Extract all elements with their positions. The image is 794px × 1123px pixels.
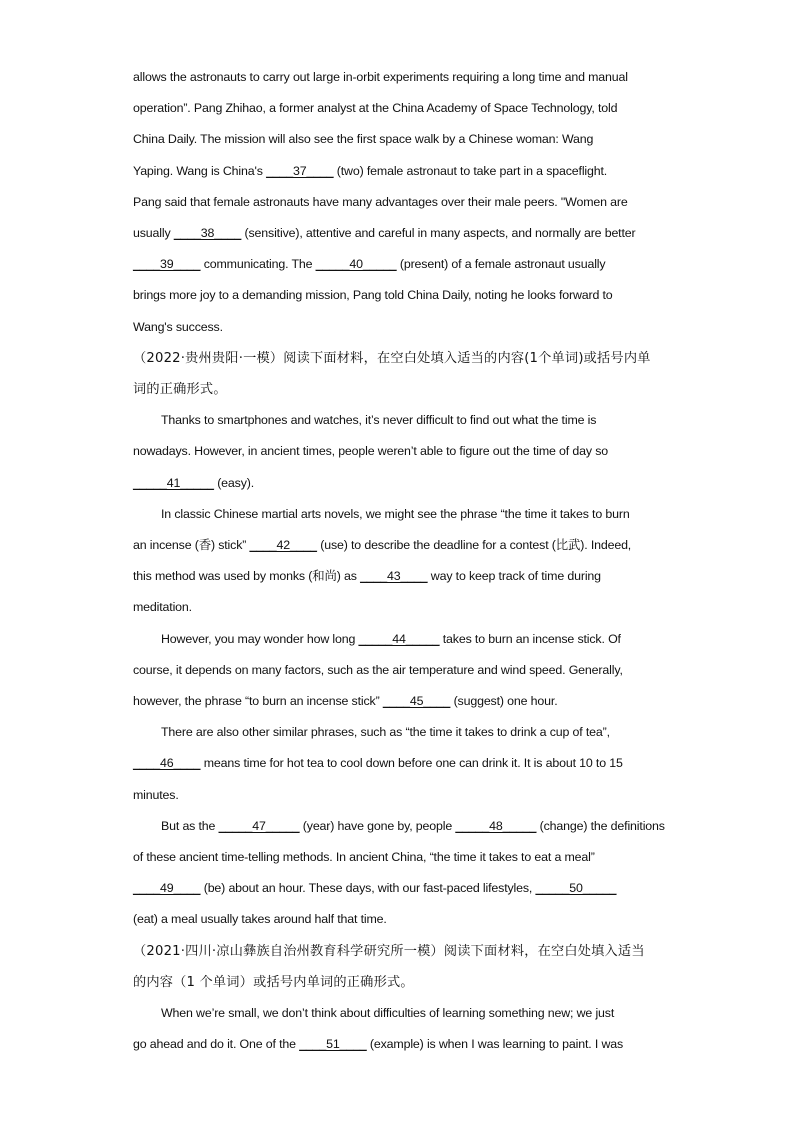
text-fragment: But as the bbox=[161, 818, 219, 833]
text-line: There are also other similar phrases, such as “the time it takes to drink a cup of tea”, bbox=[161, 725, 610, 740]
text-line bbox=[133, 156, 661, 187]
text-line bbox=[133, 218, 661, 249]
text-line bbox=[133, 1029, 661, 1060]
passage-space-mission bbox=[133, 62, 661, 343]
text-line: Wang's success. bbox=[133, 319, 223, 334]
blank-37: ____37____ bbox=[266, 163, 334, 178]
text-fragment: however, the phrase “to burn an incense stick” bbox=[133, 694, 383, 709]
text-fragment: (be) about an hour. These days, with our fast-paced lifestyles, bbox=[200, 881, 536, 896]
text-fragment: takes to burn an incense stick. Of bbox=[439, 631, 621, 646]
blank-43: ____43____ bbox=[360, 569, 428, 584]
heading-line: （2021·四川·凉山彝族自治州教育科学研究所一模）阅读下面材料，在空白处填入适当 bbox=[133, 943, 645, 959]
text-line: minutes. bbox=[133, 787, 179, 802]
text-line bbox=[133, 249, 661, 280]
text-line: Thanks to smartphones and watches, it’s never difficult to find out what the time is bbox=[161, 413, 597, 428]
blank-44: _____44_____ bbox=[358, 631, 440, 646]
text-line: meditation. bbox=[133, 600, 192, 615]
blank-39: ____39____ bbox=[133, 257, 201, 272]
text-fragment: (example) is when I was learning to paint. I was bbox=[366, 1037, 624, 1052]
text-fragment: communicating. The bbox=[200, 257, 316, 272]
blank-46: ____46____ bbox=[133, 756, 201, 771]
text-line bbox=[133, 561, 661, 592]
text-line: nowadays. However, in ancient times, people weren’t able to figure out the time of day so bbox=[133, 444, 608, 459]
text-line bbox=[133, 530, 661, 561]
text-fragment: (easy). bbox=[213, 475, 255, 490]
document-page bbox=[133, 62, 665, 1061]
text-fragment: (change) the definitions bbox=[536, 818, 665, 833]
text-line: When we’re small, we don’t think about difficulties of learning something new; we just bbox=[161, 1006, 615, 1021]
blank-42: ____42____ bbox=[249, 538, 317, 553]
text-line bbox=[133, 686, 661, 717]
text-line: (eat) a meal usually takes around half that time. bbox=[133, 912, 387, 927]
text-fragment: Yaping. Wang is China's bbox=[133, 163, 267, 178]
text-line: brings more joy to a demanding mission, Pang told China Daily, noting he looks forward to bbox=[133, 288, 613, 303]
text-line bbox=[133, 811, 665, 842]
passage-incense-stick bbox=[133, 405, 665, 935]
section-heading-2021-liangshan bbox=[133, 936, 661, 998]
heading-line: （2022·贵州贵阳·一模）阅读下面材料，在空白处填入适当的内容(1个单词)或括号内单 bbox=[133, 350, 651, 366]
section-heading-2022-guiyang bbox=[133, 343, 661, 405]
text-fragment: (sensitive), attentive and careful in many aspects, and normally are better bbox=[241, 226, 636, 241]
text-line: In classic Chinese martial arts novels, we might see the phrase “the time it takes to burn bbox=[161, 506, 630, 521]
blank-45: ____45____ bbox=[382, 694, 451, 709]
text-fragment: way to keep track of time during bbox=[427, 569, 601, 584]
text-line: China Daily. The mission will also see the first space walk by a Chinese woman: Wang bbox=[133, 132, 594, 147]
text-fragment: means time for hot tea to cool down before one can drink it. It is about 10 to 15 bbox=[200, 756, 623, 771]
text-line: course, it depends on many factors, such as the air temperature and wind speed. Generally, bbox=[133, 662, 623, 677]
text-line bbox=[133, 468, 661, 499]
passage-learning-to-paint bbox=[133, 998, 661, 1060]
text-line bbox=[133, 748, 661, 779]
text-fragment: (use) to describe the deadline for a contest (比武). Indeed, bbox=[316, 538, 632, 553]
text-fragment: go ahead and do it. One of the bbox=[133, 1037, 300, 1052]
text-line bbox=[133, 624, 661, 655]
blank-50: _____50_____ bbox=[535, 881, 617, 896]
text-fragment: (present) of a female astronaut usually bbox=[396, 257, 606, 272]
heading-line: 的内容（1 个单词）或括号内单词的正确形式。 bbox=[133, 974, 414, 990]
text-fragment: However, you may wonder how long bbox=[161, 631, 359, 646]
blank-51: ____51____ bbox=[299, 1037, 367, 1052]
blank-47: _____47_____ bbox=[218, 818, 300, 833]
text-line: of these ancient time-telling methods. In ancient China, “the time it takes to eat a meal” bbox=[133, 850, 595, 865]
blank-49: ____49____ bbox=[133, 881, 201, 896]
text-fragment: usually bbox=[133, 226, 174, 241]
blank-40: _____40_____ bbox=[315, 257, 397, 272]
blank-48: _____48_____ bbox=[455, 818, 537, 833]
text-line: allows the astronauts to carry out large in-orbit experiments requiring a long time and manual bbox=[133, 70, 628, 84]
text-line: operation”. Pang Zhihao, a former analyst at the China Academy of Space Technology, told bbox=[133, 101, 618, 116]
heading-line: 词的正确形式。 bbox=[133, 382, 227, 398]
text-fragment: (year) have gone by, people bbox=[299, 818, 456, 833]
text-fragment: (suggest) one hour. bbox=[450, 694, 558, 709]
text-line bbox=[133, 873, 661, 904]
text-line: Pang said that female astronauts have many advantages over their male peers. "Women are bbox=[133, 194, 628, 209]
text-fragment: this method was used by monks (和尚) as bbox=[133, 569, 361, 584]
blank-41: _____41_____ bbox=[133, 475, 214, 490]
text-fragment: an incense (香) stick” bbox=[133, 538, 250, 553]
blank-38: ____38____ bbox=[173, 226, 242, 241]
text-fragment: (two) female astronaut to take part in a spaceflight. bbox=[333, 163, 608, 178]
